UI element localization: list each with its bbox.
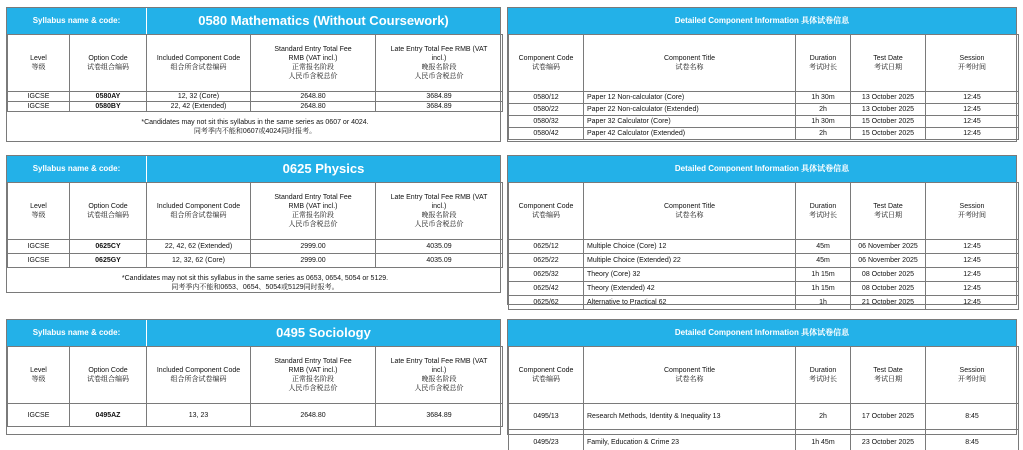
header-level <box>8 347 70 404</box>
syllabus-block <box>6 319 501 435</box>
header-late-fee <box>376 35 503 92</box>
option-table-header <box>8 347 503 404</box>
header-standard-fee-line: RMB (VAT incl.) <box>288 367 338 374</box>
header-standard-fee <box>251 35 376 92</box>
session-cell: 12:45 <box>926 92 1019 104</box>
header-late-fee-line: Late Entry Total Fee RMB (VAT <box>390 194 488 201</box>
component-title-cell: Paper 12 Non-calculator (Core) <box>584 92 796 104</box>
eligibility-note <box>8 268 503 293</box>
header-level-line: 等级 <box>31 64 46 71</box>
component-code-cell: 0495/23 <box>509 430 584 450</box>
component-title-cell: Multiple Choice (Extended) 22 <box>584 254 796 268</box>
header-late-fee-line: 晚报名阶段 <box>421 376 457 383</box>
header-session <box>926 183 1019 240</box>
header-included-line: Included Component Code <box>156 203 241 210</box>
component-table <box>508 34 1019 140</box>
component-title-cell: Multiple Choice (Core) 12 <box>584 240 796 254</box>
header-standard-fee-line: RMB (VAT incl.) <box>288 203 338 210</box>
header-late-fee-line: incl.) <box>431 55 447 62</box>
header-session-line: Session <box>959 55 985 62</box>
component-header <box>508 8 1016 34</box>
level-cell: IGCSE <box>8 102 70 112</box>
option-code-cell: 0625CY <box>70 240 147 254</box>
header-component-code <box>509 347 584 404</box>
header-session-line: Session <box>959 367 985 374</box>
option-table-header <box>8 35 503 92</box>
header-standard-fee <box>251 183 376 240</box>
header-standard-fee-line: RMB (VAT incl.) <box>288 55 338 62</box>
header-session-line: 开考时间 <box>958 64 986 71</box>
syllabus-title: 0625 Physics <box>282 161 365 176</box>
header-included-line: 组合所含试卷编码 <box>170 212 227 219</box>
header-standard-fee <box>251 347 376 404</box>
table-row <box>509 128 1019 140</box>
table-row <box>8 92 503 102</box>
header-test-date <box>851 347 926 404</box>
component-table <box>508 346 1019 450</box>
note-row <box>8 268 503 293</box>
test-date-cell: 17 October 2025 <box>851 404 926 430</box>
standard-fee-cell: 2999.00 <box>251 240 376 254</box>
header-duration-line: Duration <box>809 55 837 62</box>
header-included <box>147 35 251 92</box>
table-row <box>8 254 503 268</box>
component-block <box>507 155 1017 305</box>
header-duration-line: 考试时长 <box>809 212 837 219</box>
header-standard-fee-line: 正常报名阶段 <box>292 64 334 71</box>
header-level-line: Level <box>30 55 47 62</box>
table-row <box>509 404 1019 430</box>
duration-cell: 1h 15m <box>796 268 851 282</box>
header-component-code <box>509 183 584 240</box>
included-components-cell: 12, 32, 62 (Core) <box>147 254 251 268</box>
included-components-cell: 13, 23 <box>147 404 251 427</box>
header-level-line: Level <box>30 367 47 374</box>
component-title-cell: Alternative to Practical 62 <box>584 296 796 310</box>
header-component-title-line: 试卷名称 <box>675 212 704 219</box>
header-late-fee-line: 人民币含税总价 <box>414 385 464 392</box>
duration-cell: 45m <box>796 240 851 254</box>
syllabus-label: Syllabus name & code: <box>7 156 147 182</box>
component-table-header <box>509 35 1019 92</box>
standard-fee-cell: 2648.80 <box>251 102 376 112</box>
header-component-title <box>584 347 796 404</box>
syllabus-block <box>6 155 501 293</box>
header-duration <box>796 183 851 240</box>
header-standard-fee-line: Standard Entry Total Fee <box>274 194 352 201</box>
header-component-code-line: Component Code <box>518 203 574 210</box>
header-component-code-line: 试卷编码 <box>532 64 560 71</box>
header-component-code-line: Component Code <box>518 367 574 374</box>
eligibility-note-line: 同考季内不能和0607或4024同时报考。 <box>193 128 317 135</box>
header-option-code-line: Option Code <box>88 367 128 374</box>
header-late-fee-line: Late Entry Total Fee RMB (VAT <box>390 358 488 365</box>
header-component-title <box>584 35 796 92</box>
header-duration-line: 考试时长 <box>809 64 837 71</box>
test-date-cell: 06 November 2025 <box>851 240 926 254</box>
session-cell: 12:45 <box>926 296 1019 310</box>
duration-cell: 1h 15m <box>796 282 851 296</box>
header-component-title-line: Component Title <box>664 55 715 62</box>
syllabus-header <box>7 8 500 34</box>
table-row <box>509 268 1019 282</box>
session-cell: 12:45 <box>926 128 1019 140</box>
syllabus-label: Syllabus name & code: <box>7 8 147 34</box>
syllabus-label: Syllabus name & code: <box>7 320 147 346</box>
header-included <box>147 183 251 240</box>
table-row <box>509 282 1019 296</box>
header-late-fee-line: 人民币含税总价 <box>414 221 464 228</box>
component-block <box>507 319 1017 446</box>
header-option-code-line: 试卷组合编码 <box>87 376 129 383</box>
component-table-header <box>509 183 1019 240</box>
component-title-cell: Paper 42 Calculator (Extended) <box>584 128 796 140</box>
standard-fee-cell: 2648.80 <box>251 404 376 427</box>
component-table <box>508 182 1019 310</box>
syllabus-title: 0495 Sociology <box>276 325 371 340</box>
session-cell: 12:45 <box>926 104 1019 116</box>
component-title-cell: Family, Education & Crime 23 <box>584 430 796 450</box>
component-code-cell: 0625/42 <box>509 282 584 296</box>
duration-cell: 1h 30m <box>796 92 851 104</box>
component-code-cell: 0580/42 <box>509 128 584 140</box>
header-session-line: 开考时间 <box>958 376 986 383</box>
table-row <box>509 116 1019 128</box>
header-duration-line: 考试时长 <box>809 376 837 383</box>
header-option-code <box>70 183 147 240</box>
component-code-cell: 0495/13 <box>509 404 584 430</box>
duration-cell: 1h 45m <box>796 430 851 450</box>
level-cell: IGCSE <box>8 240 70 254</box>
test-date-cell: 21 October 2025 <box>851 296 926 310</box>
header-option-code <box>70 35 147 92</box>
header-component-title-line: 试卷名称 <box>675 64 704 71</box>
session-cell: 12:45 <box>926 254 1019 268</box>
header-component-code-line: 试卷编码 <box>532 212 560 219</box>
header-option-code-line: 试卷组合编码 <box>87 64 129 71</box>
header-component-title-line: Component Title <box>664 367 715 374</box>
header-test-date-line: 考试日期 <box>874 212 902 219</box>
syllabus-title: 0580 Mathematics (Without Coursework) <box>198 13 449 28</box>
header-test-date-line: 考试日期 <box>874 64 902 71</box>
option-code-cell: 0580AY <box>70 92 147 102</box>
header-included-line: 组合所含试卷编码 <box>170 376 227 383</box>
header-standard-fee-line: 人民币含税总价 <box>288 385 338 392</box>
component-title-cell: Theory (Extended) 42 <box>584 282 796 296</box>
header-late-fee <box>376 347 503 404</box>
included-components-cell: 12, 32 (Core) <box>147 92 251 102</box>
table-row <box>8 240 503 254</box>
component-title-cell: Theory (Core) 32 <box>584 268 796 282</box>
header-standard-fee-line: 人民币含税总价 <box>288 73 338 80</box>
session-cell: 12:45 <box>926 282 1019 296</box>
header-included-line: Included Component Code <box>156 367 241 374</box>
level-cell: IGCSE <box>8 404 70 427</box>
test-date-cell: 15 October 2025 <box>851 128 926 140</box>
table-row <box>509 296 1019 310</box>
header-test-date <box>851 183 926 240</box>
header-test-date-line: Test Date <box>873 55 903 62</box>
table-row <box>509 254 1019 268</box>
header-level-line: Level <box>30 203 47 210</box>
test-date-cell: 08 October 2025 <box>851 268 926 282</box>
table-row <box>509 104 1019 116</box>
included-components-cell: 22, 42 (Extended) <box>147 102 251 112</box>
syllabus-header <box>7 320 500 346</box>
header-session <box>926 347 1019 404</box>
eligibility-note-line: *Candidates may not sit this syllabus in the same series as 0653, 0654, 5054 or 5129. <box>121 275 389 282</box>
late-fee-cell: 4035.09 <box>376 254 503 268</box>
syllabus-header <box>7 156 500 182</box>
component-header <box>508 320 1016 346</box>
header-test-date-line: 考试日期 <box>874 376 902 383</box>
option-table-header <box>8 183 503 240</box>
test-date-cell: 23 October 2025 <box>851 430 926 450</box>
header-test-date-line: Test Date <box>873 203 903 210</box>
included-components-cell: 22, 42, 62 (Extended) <box>147 240 251 254</box>
header-duration <box>796 347 851 404</box>
component-code-cell: 0580/12 <box>509 92 584 104</box>
header-duration-line: Duration <box>809 367 837 374</box>
header-component-code-line: 试卷编码 <box>532 376 560 383</box>
header-option-code-line: Option Code <box>88 203 128 210</box>
table-row <box>509 92 1019 104</box>
duration-cell: 2h <box>796 128 851 140</box>
syllabus-block <box>6 7 501 142</box>
option-code-cell: 0580BY <box>70 102 147 112</box>
component-code-cell: 0580/22 <box>509 104 584 116</box>
header-late-fee-line: 晚报名阶段 <box>421 212 457 219</box>
header-standard-fee-line: 正常报名阶段 <box>292 212 334 219</box>
option-table <box>7 346 503 427</box>
header-component-title-line: Component Title <box>664 203 715 210</box>
component-header <box>508 156 1016 182</box>
header-session <box>926 35 1019 92</box>
session-cell: 8:45 <box>926 430 1019 450</box>
option-table <box>7 34 503 136</box>
note-row <box>8 112 503 137</box>
eligibility-note-line: 同考季内不能和0653、0654、5054或5129同时报考。 <box>171 284 339 291</box>
level-cell: IGCSE <box>8 92 70 102</box>
level-cell: IGCSE <box>8 254 70 268</box>
eligibility-note <box>8 112 503 137</box>
duration-cell: 2h <box>796 104 851 116</box>
duration-cell: 2h <box>796 404 851 430</box>
test-date-cell: 13 October 2025 <box>851 104 926 116</box>
header-included-line: 组合所含试卷编码 <box>170 64 227 71</box>
option-code-cell: 0625GY <box>70 254 147 268</box>
component-header-title: Detailed Component Information 具体试卷信息 <box>674 16 850 25</box>
component-table-header <box>509 347 1019 404</box>
header-component-code-line: Component Code <box>518 55 574 62</box>
test-date-cell: 15 October 2025 <box>851 116 926 128</box>
header-level-line: 等级 <box>31 212 46 219</box>
late-fee-cell: 3684.89 <box>376 102 503 112</box>
header-duration <box>796 35 851 92</box>
option-code-cell: 0495AZ <box>70 404 147 427</box>
header-late-fee-line: 晚报名阶段 <box>421 64 457 71</box>
header-test-date-line: Test Date <box>873 367 903 374</box>
late-fee-cell: 4035.09 <box>376 240 503 254</box>
header-late-fee-line: incl.) <box>431 203 447 210</box>
component-code-cell: 0625/62 <box>509 296 584 310</box>
table-row <box>8 404 503 427</box>
header-level <box>8 183 70 240</box>
table-row <box>8 102 503 112</box>
session-cell: 12:45 <box>926 268 1019 282</box>
header-included <box>147 347 251 404</box>
component-code-cell: 0625/32 <box>509 268 584 282</box>
header-duration-line: Duration <box>809 203 837 210</box>
header-component-title-line: 试卷名称 <box>675 376 704 383</box>
header-test-date <box>851 35 926 92</box>
session-cell: 12:45 <box>926 240 1019 254</box>
header-late-fee <box>376 183 503 240</box>
header-option-code-line: Option Code <box>88 55 128 62</box>
eligibility-note-line: *Candidates may not sit this syllabus in the same series as 0607 or 4024. <box>141 119 369 126</box>
header-late-fee-line: incl.) <box>431 367 447 374</box>
component-header-title: Detailed Component Information 具体试卷信息 <box>674 328 850 337</box>
option-table <box>7 182 503 292</box>
component-code-cell: 0625/12 <box>509 240 584 254</box>
standard-fee-cell: 2999.00 <box>251 254 376 268</box>
late-fee-cell: 3684.89 <box>376 92 503 102</box>
header-late-fee-line: Late Entry Total Fee RMB (VAT <box>390 46 488 53</box>
header-standard-fee-line: Standard Entry Total Fee <box>274 358 352 365</box>
header-component-code <box>509 35 584 92</box>
component-code-cell: 0580/32 <box>509 116 584 128</box>
header-level <box>8 35 70 92</box>
header-session-line: Session <box>959 203 985 210</box>
component-header-title: Detailed Component Information 具体试卷信息 <box>674 164 850 173</box>
late-fee-cell: 3684.89 <box>376 404 503 427</box>
component-code-cell: 0625/22 <box>509 254 584 268</box>
session-cell: 8:45 <box>926 404 1019 430</box>
duration-cell: 45m <box>796 254 851 268</box>
header-level-line: 等级 <box>31 376 46 383</box>
header-late-fee-line: 人民币含税总价 <box>414 73 464 80</box>
standard-fee-cell: 2648.80 <box>251 92 376 102</box>
component-block <box>507 7 1017 142</box>
test-date-cell: 06 November 2025 <box>851 254 926 268</box>
session-cell: 12:45 <box>926 116 1019 128</box>
header-option-code <box>70 347 147 404</box>
test-date-cell: 13 October 2025 <box>851 92 926 104</box>
header-standard-fee-line: Standard Entry Total Fee <box>274 46 352 53</box>
header-component-title <box>584 183 796 240</box>
header-included-line: Included Component Code <box>156 55 241 62</box>
header-session-line: 开考时间 <box>958 212 986 219</box>
header-standard-fee-line: 人民币含税总价 <box>288 221 338 228</box>
header-option-code-line: 试卷组合编码 <box>87 212 129 219</box>
table-row <box>509 240 1019 254</box>
table-row <box>509 430 1019 450</box>
component-title-cell: Paper 32 Calculator (Core) <box>584 116 796 128</box>
duration-cell: 1h <box>796 296 851 310</box>
duration-cell: 1h 30m <box>796 116 851 128</box>
component-title-cell: Paper 22 Non-calculator (Extended) <box>584 104 796 116</box>
component-title-cell: Research Methods, Identity & Inequality 13 <box>584 404 796 430</box>
header-standard-fee-line: 正常报名阶段 <box>292 376 334 383</box>
test-date-cell: 08 October 2025 <box>851 282 926 296</box>
